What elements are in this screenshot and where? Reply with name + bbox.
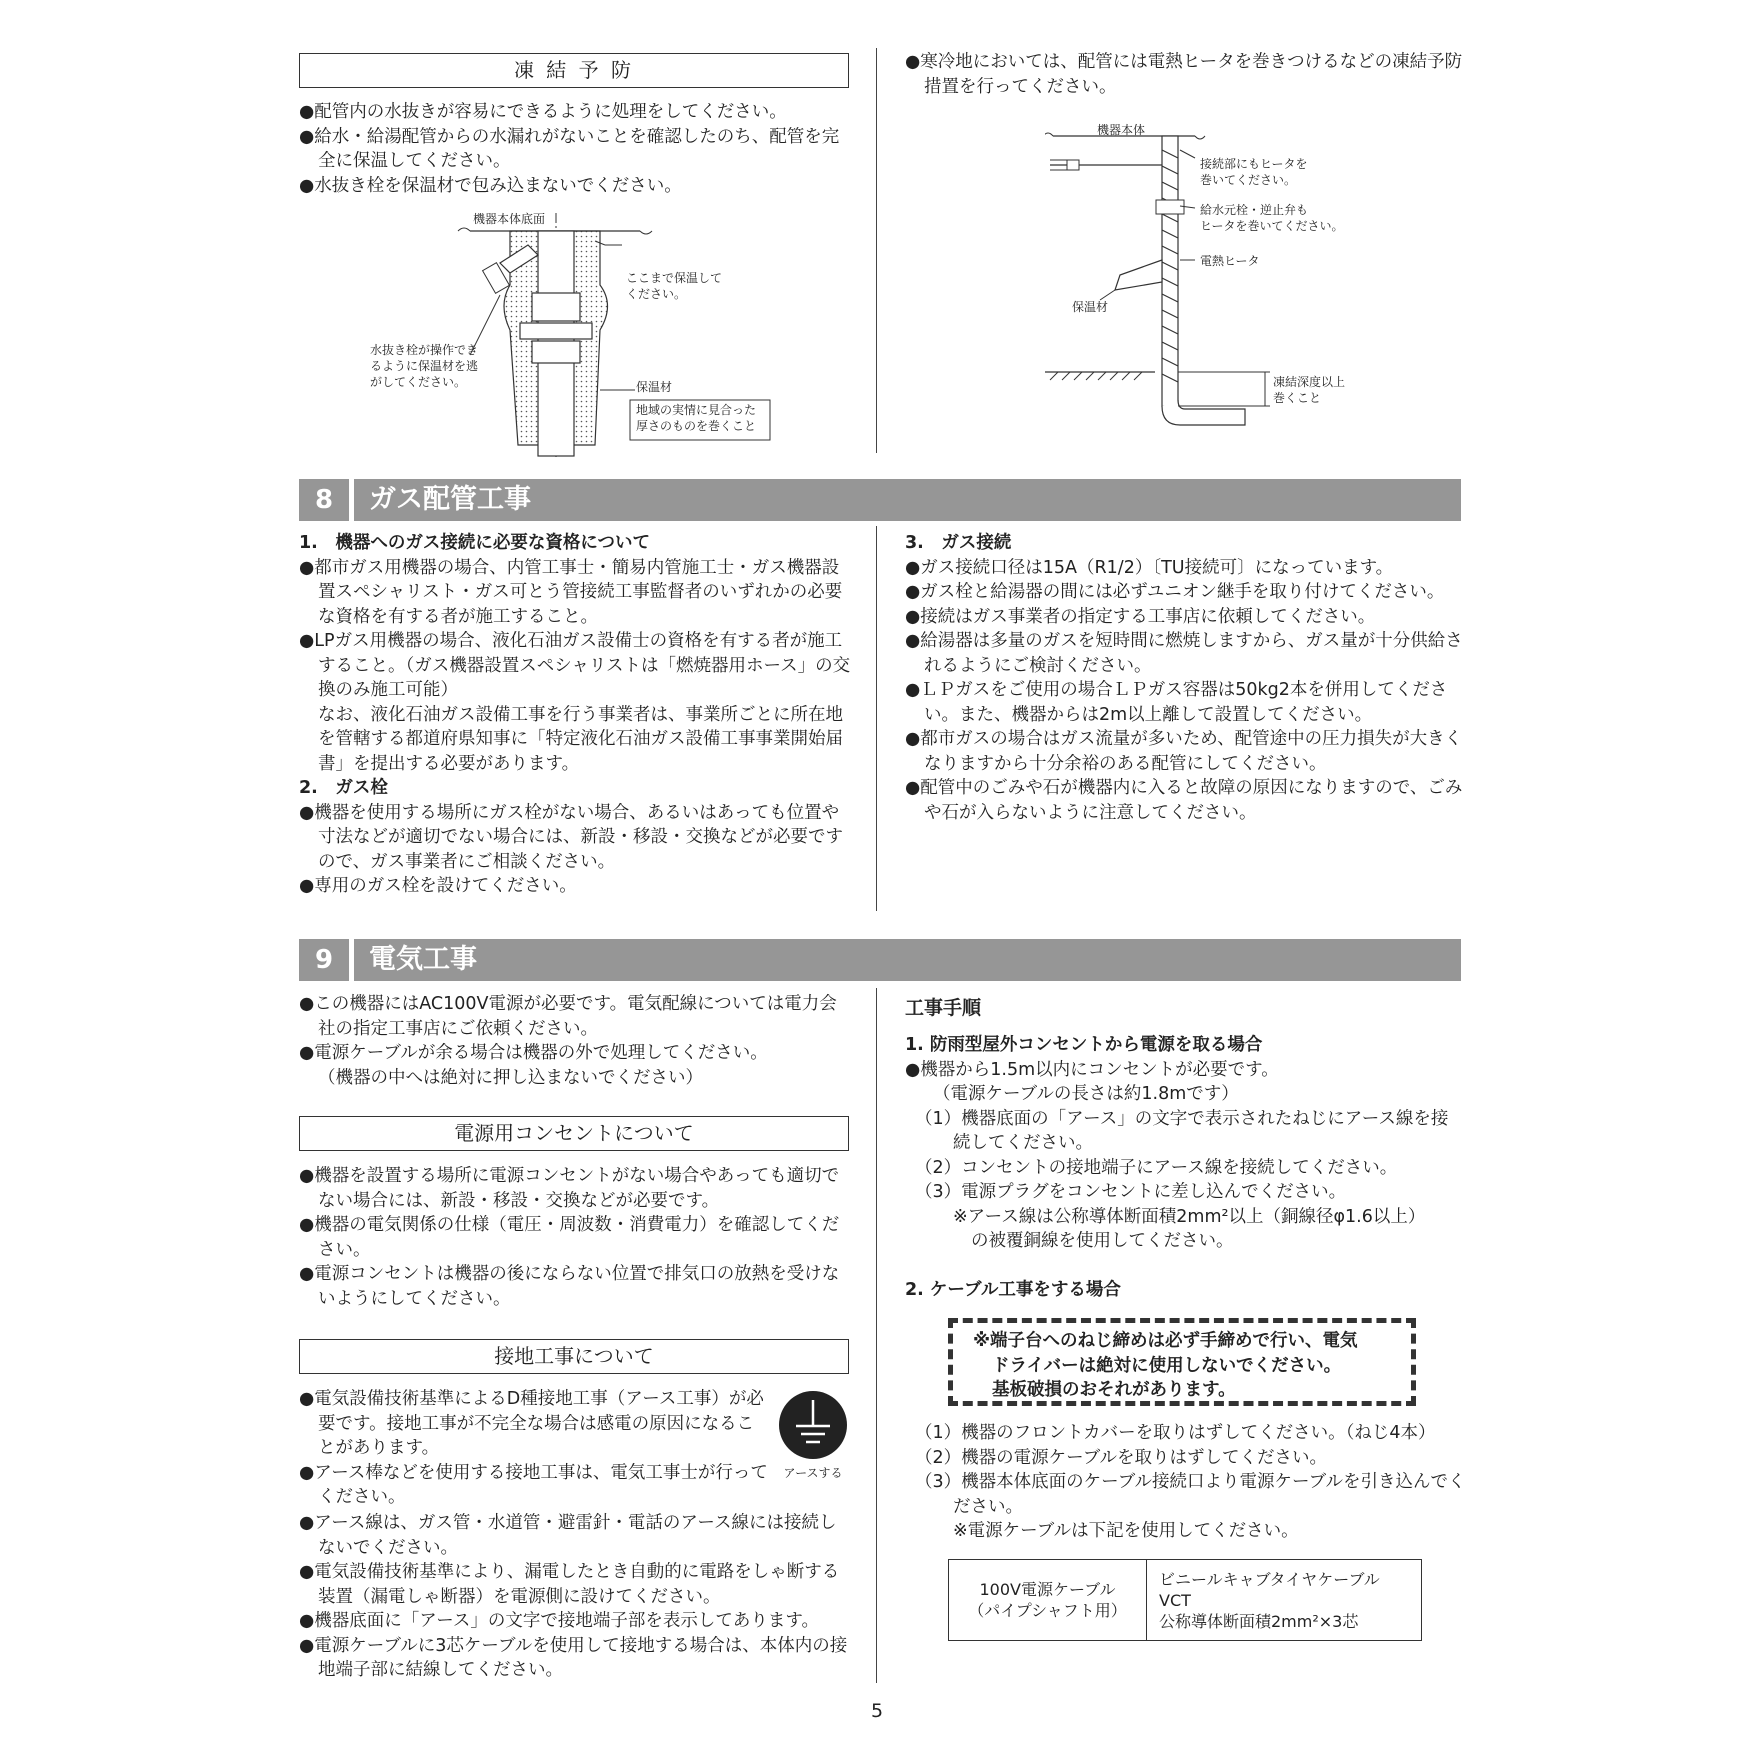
- list-note: なお、液化石油ガス設備工事を行う事業者は、事業所ごとに所在地を管轄する都道府県知事に「特定液化石油ガス設備工事事業開始届書」を提出する必要があります。: [318, 704, 843, 774]
- warning-line: 基板破損のおそれがあります。: [992, 1380, 1236, 1400]
- label-joint-heater: 接続部にもヒータを 巻いてください。: [1200, 157, 1308, 187]
- note: ※電源ケーブルは下記を使用してください。: [953, 1521, 1299, 1541]
- list-item: ●電気設備技術基準により、漏電したとき自動的に電路をしゃ断する装置（漏電しゃ断器）を電源側に設けてください。: [299, 1562, 840, 1607]
- outlet-list: [299, 1164, 851, 1311]
- list-item: ●専用のガス栓を設けてください。: [299, 876, 577, 896]
- list-item: ●この機器にはAC100V電源が必要です。電気配線については電力会社の指定工事店にご依頼ください。: [299, 994, 837, 1039]
- label-freeze-depth: 凍結深度以上 巻くこと: [1273, 375, 1346, 405]
- p2-steps: [915, 1421, 1467, 1544]
- table-cell: ビニールキャブタイヤケーブル VCT 公称導体断面積2mm²×3芯: [1147, 1560, 1422, 1641]
- section-number: 8: [314, 485, 334, 515]
- step: （2）機器の電源ケーブルを取りはずしてください。: [915, 1447, 1328, 1468]
- section-8-header: [299, 479, 1461, 521]
- list-item: ●配管中のごみや石が機器内に入ると故障の原因になりますので、ごみや石が入らないように注意してください。: [905, 778, 1463, 823]
- list-item: ●電源ケーブルに3芯ケーブルを使用して接地する場合は、本体内の接地端子部に結線してください。: [299, 1635, 848, 1680]
- list-item: ●機器を使用する場所にガス栓がない場合、あるいはあっても位置や寸法などが適切でない場合には、新設・移設・交換などが必要ですので、ガス事業者にご相談ください。: [299, 802, 843, 872]
- label-unit-bottom: 機器本体底面: [473, 212, 546, 226]
- column-divider: [876, 988, 877, 1683]
- list-item: ●ガス接続口径は15A（R1/2）〔TU接続可〕になっています。: [905, 557, 1394, 578]
- list-item: ●都市ガス用機器の場合、内管工事士・簡易内管施工士・ガス機器設置スペシャリスト・ガス可とう管接続工事監督者のいずれかの必要な資格を有する者が施工すること。: [299, 557, 843, 627]
- list-note: （電源ケーブルの長さは約1.8mです）: [933, 1084, 1239, 1104]
- procedure-title: 工事手順: [905, 997, 982, 1019]
- list-item: ●LPガス用機器の場合、液化石油ガス設備士の資格を有する者が施工すること。（ガス機器設置スペシャリストは「燃焼器用ホース」の交換のみ施工可能）: [299, 631, 851, 700]
- list-item: ●都市ガスの場合はガス流量が多いため、配管途中の圧力損失が大きくなりますから十分余裕のある配管にしてください。: [905, 729, 1463, 774]
- cold-region-note: ●寒冷地においては、配管には電熱ヒータを巻きつけるなどの凍結予防措置を行ってください。: [905, 52, 1463, 97]
- subheading: 2. ケーブル工事をする場合: [905, 1279, 1121, 1300]
- warning-box: [948, 1318, 1416, 1406]
- freeze-title: 凍 結 予 防: [299, 53, 849, 88]
- step: （2）コンセントの接地端子にアース線を接続してください。: [915, 1157, 1398, 1178]
- earth-ground-icon: [778, 1390, 848, 1460]
- electric-intro: [299, 992, 851, 1090]
- page-number: 5: [870, 1700, 884, 1722]
- table-cell: 100V電源ケーブル （パイプシャフト用）: [949, 1560, 1147, 1641]
- procedure-column: [905, 995, 1465, 1302]
- cable-table: [948, 1559, 1422, 1641]
- ground-list-b: [299, 1511, 851, 1683]
- step: （3）機器本体底面のケーブル接続口より電源ケーブルを引き込んでください。: [915, 1472, 1466, 1517]
- label-valve-heater: 給水元栓・逆止弁も ヒータを巻いてください。: [1200, 203, 1344, 233]
- label-insulation-2: 保温材: [1072, 300, 1109, 314]
- list-item: ●機器の電気関係の仕様（電圧・周波数・消費電力）を確認してください。: [299, 1215, 840, 1260]
- subheading: 2. ガス栓: [299, 778, 388, 798]
- ground-title: 接地工事について: [299, 1339, 849, 1374]
- label-insulation: 保温材: [636, 380, 673, 394]
- outlet-title: 電源用コンセントについて: [299, 1116, 849, 1151]
- section-title: ガス配管工事: [369, 484, 531, 515]
- list-item: ●電源ケーブルが余る場合は機器の外で処理してください。: [299, 1043, 768, 1063]
- list-item: ●水抜き栓を保温材で包み込まないでください。: [299, 175, 682, 196]
- list-item: ●機器底面に「アース」の文字で接地端子部を表示してあります。: [299, 1611, 819, 1631]
- list-item: ●給水・給湯配管からの水漏れがないことを確認したのち、配管を完全に保温してください。: [299, 126, 840, 171]
- earth-label: アースする: [783, 1466, 843, 1480]
- list-item: ●配管内の水抜きが容易にできるように処理をしてください。: [299, 102, 787, 122]
- label-thickness: 地域の実情に見合った 厚さのものを巻くこと: [636, 403, 757, 433]
- label-drain-valve: 水抜き栓が操作でき るように保温材を逃 がしてください。: [370, 343, 479, 389]
- ground-list-a: [299, 1387, 769, 1510]
- label-insulate-to: ここまで保温して ください。: [626, 271, 723, 301]
- gas-right-column: [905, 531, 1465, 825]
- list-item: ●電気設備技術基準によるD種接地工事（アース工事）が必要です。接地工事が不完全な場合は感電の原因になることがあります。: [299, 1389, 764, 1458]
- list-item: ●アース線は、ガス管・水道管・避雷針・電話のアース線には接続しないでください。: [299, 1513, 837, 1558]
- warning-line: ドライバーは絶対に使用しないでください。: [992, 1355, 1342, 1376]
- step: （1）機器のフロントカバーを取りはずしてください。（ねじ4本）: [915, 1423, 1436, 1443]
- section-number: 9: [314, 945, 334, 975]
- gas-left-column: [299, 531, 851, 899]
- step: （3）電源プラグをコンセントに差し込んでください。: [915, 1182, 1347, 1202]
- list-item: ●接続はガス事業者の指定する工事店に依頼してください。: [905, 606, 1376, 627]
- list-item: ●ガス栓と給湯器の間には必ずユニオン継手を取り付けてください。: [905, 582, 1445, 602]
- list-item: ●機器を設置する場所に電源コンセントがない場合やあっても適切でない場合には、新設・移設・交換などが必要です。: [299, 1166, 840, 1211]
- subheading: 3. ガス接続: [905, 533, 1012, 553]
- list-item: ●機器から1.5m以内にコンセントが必要です。: [905, 1059, 1279, 1080]
- step: （1）機器底面の「アース」の文字で表示されたねじにアース線を接続してください。: [915, 1108, 1449, 1153]
- list-item: ●アース棒などを使用する接地工事は、電気工事士が行ってください。: [299, 1462, 768, 1507]
- subheading: 1. 機器へのガス接続に必要な資格について: [299, 533, 650, 553]
- subheading: 1. 防雨型屋外コンセントから電源を取る場合: [905, 1035, 1263, 1055]
- warning-line: ※端子台へのねじ締めは必ず手締めで行い、電気: [973, 1331, 1358, 1351]
- list-item: ●ＬＰガスをご使用の場合ＬＰガス容器は50kg2本を併用してください。また、機器からは2m以上離して設置してください。: [905, 680, 1448, 725]
- label-heater: 電熱ヒータ: [1200, 254, 1260, 268]
- note: ※アース線は公称導体断面積2mm²以上（銅線径φ1.6以上）: [953, 1206, 1426, 1227]
- list-item: ●電源コンセントは機器の後にならない位置で排気口の放熱を受けないようにしてください。: [299, 1264, 840, 1309]
- section-9-header: [299, 939, 1461, 981]
- list-note: （機器の中へは絶対に押し込まないでください）: [318, 1067, 703, 1088]
- list-item: ●給湯器は多量のガスを短時間に燃焼しますから、ガス量が十分供給されるようにご検討ください。: [905, 631, 1463, 676]
- column-divider: [876, 48, 877, 453]
- freeze-list: [299, 100, 851, 198]
- note: の被覆銅線を使用してください。: [971, 1231, 1234, 1251]
- p1-steps: [905, 1107, 1465, 1254]
- column-divider: [876, 526, 877, 911]
- section-title: 電気工事: [369, 944, 477, 975]
- label-unit: 機器本体: [1097, 123, 1146, 137]
